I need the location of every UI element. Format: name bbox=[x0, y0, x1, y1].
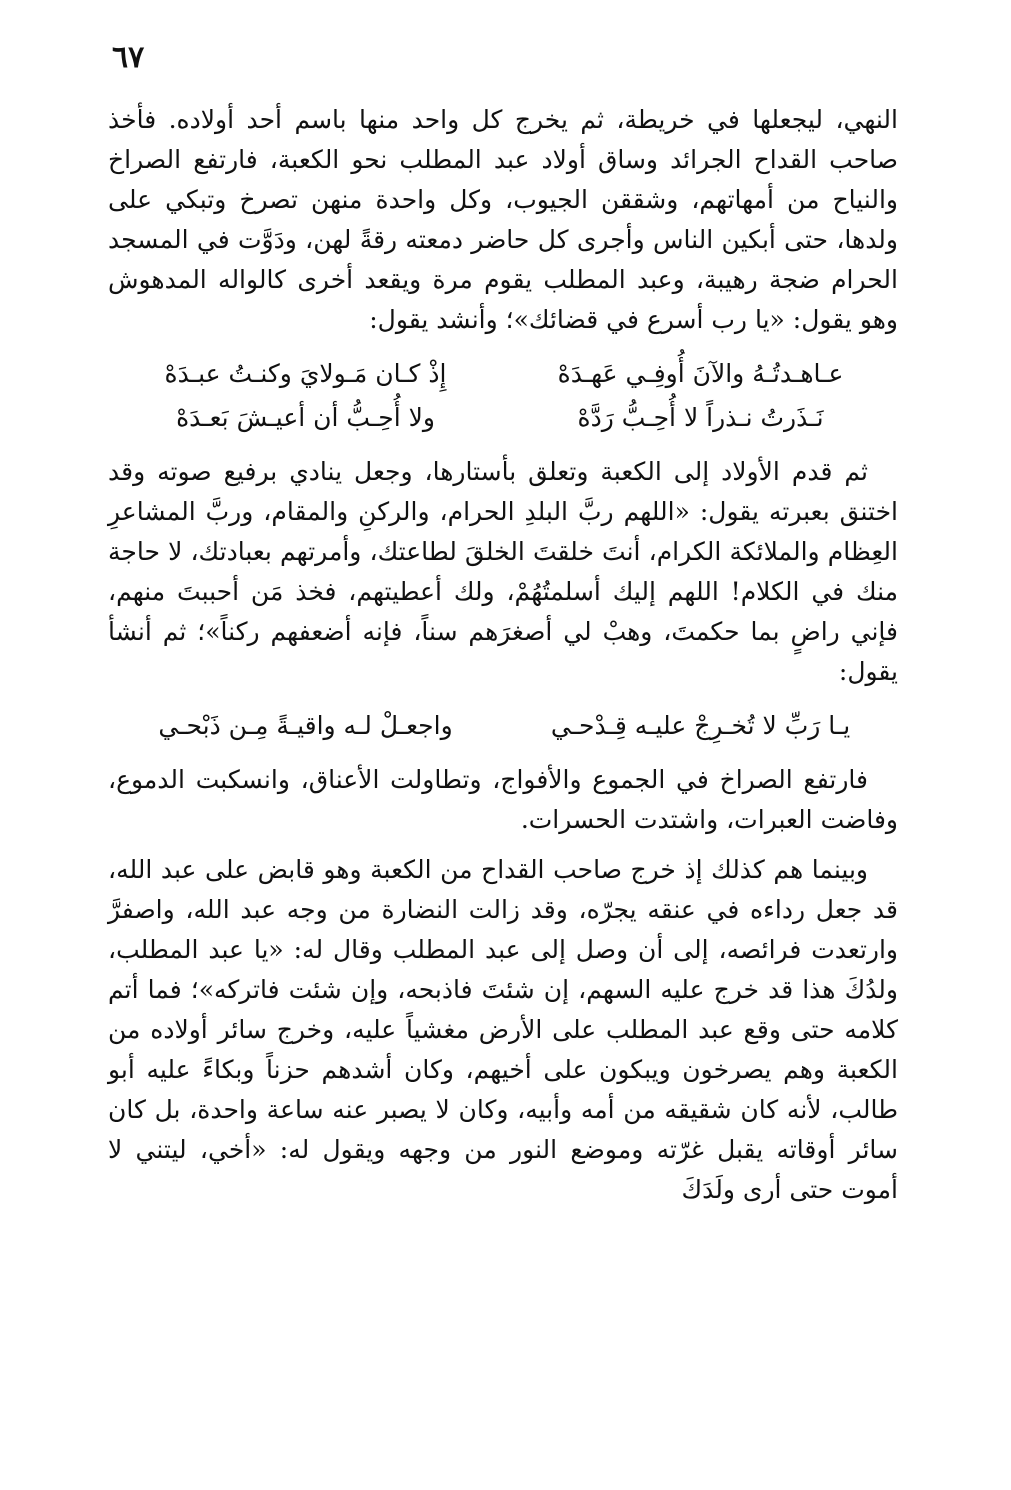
poem-verse-1 bbox=[108, 352, 898, 440]
paragraph-crowd: فارتفع الصراخ في الجموع والأفواج، وتطاولت الأعناق، وانسكبت الدموع، وفاضت العبرات، واشتدت الحسرات. bbox=[108, 765, 898, 834]
page-number: ٦٧ bbox=[112, 40, 145, 75]
verse-2-left: واجعـلْ لـه واقيـةً مِـن ذَبْحـي bbox=[158, 711, 453, 740]
verse-1-line-1-right: عـاهـدتُـهُ والآنَ أُوفِـي عَهـدَهْ bbox=[557, 359, 844, 388]
paragraph-abdullah: وبينما هم كذلك إذ خرج صاحب القداح من الكعبة وهو قابض على عبد الله، قد جعل رداءه في عنقه يجرّه، وقد زالت النضارة من وجه عبد الله، واصفرَّ وارتعدت فرائصه، إلى أن وصل إلى عبد المطلب وقال له: «يا عبد المطلب، ولدُكَ هذا قد خرج عليه السهم، إن شئتَ فاذبحه، وإن شئت فاتركه»؛ فما أتم كلامه حتى وقع عبد المطلب على الأرض مغشياً عليه، وخرج سائر أولاده من الكعبة وهم يصرخون ويبكون على أخيهم، وكان أشدهم حزناً وبكاءً عليه أبو طالب، لأنه كان شقيقه من أمه وأبيه، وكان لا يصبر عنه ساعة واحدة، بل كان سائر أوقاته يقبل غرّته وموضع النور من وجهه ويقول له: «أخي، ليتني لا أموت حتى أرى ولَدَكَ bbox=[108, 855, 898, 1204]
verse-1-line-1-left: إِذْ كـان مَـولايَ وكنـتُ عبـدَهْ bbox=[164, 359, 447, 388]
verse-1-line-2-left: ولا أُحِـبُّ أن أعيـشَ بَعـدَهْ bbox=[176, 403, 435, 432]
verse-1-line-2-right: نَـذَرتُ نـذراً لا أُحِـبُّ رَدَّهْ bbox=[577, 403, 824, 432]
paragraph-opening: النهي، ليجعلها في خريطة، ثم يخرج كل واحد منها باسم أحد أولاده. فأخذ صاحب القداح الجرائد وساق أولاد عبد المطلب نحو الكعبة، فارتفع الصراخ والنياح من أمهاتهم، وشققن الجيوب، وكل واحدة منهن تصرخ وتبكي على ولدها، حتى أبكين الناس وأجرى كل حاضر دمعته رقةً لهن، ودَوَّت في المسجد الحرام ضجة رهيبة، وعبد المطلب يقوم مرة ويقعد أخرى كالواله المدهوش وهو يقول: «يا رب أسرع في قضائك»؛ وأنشد يقول: bbox=[108, 105, 898, 334]
verse-2-right: يـا رَبِّ لا تُخـرِجْ عليـه قِـدْحـي bbox=[550, 711, 851, 740]
poem-verse-2 bbox=[108, 704, 898, 748]
paragraph-prayer: ثم قدم الأولاد إلى الكعبة وتعلق بأستارها، وجعل ينادي برفيع صوته وقد اختنق بعبرته يقول: «اللهم ربَّ البلدِ الحرام، والركنِ والمقام، وربَّ المشاعرِ العِظام والملائكة الكرام، أنتَ خلقتَ الخلقَ لطاعتك، وأمرتهم بعبادتك، لا حاجة منك في الكلام! اللهم إليك أسلمتُهُمْ، ولك أعطيتهم، فخذ مَن أحببتَ منهم، فإني راضٍ بما حكمتَ، وهبْ لي أصغرَهم سناً، فإنه أضعفهم ركناً»؛ ثم أنشأ يقول: bbox=[108, 457, 898, 686]
page-body bbox=[108, 100, 898, 1210]
